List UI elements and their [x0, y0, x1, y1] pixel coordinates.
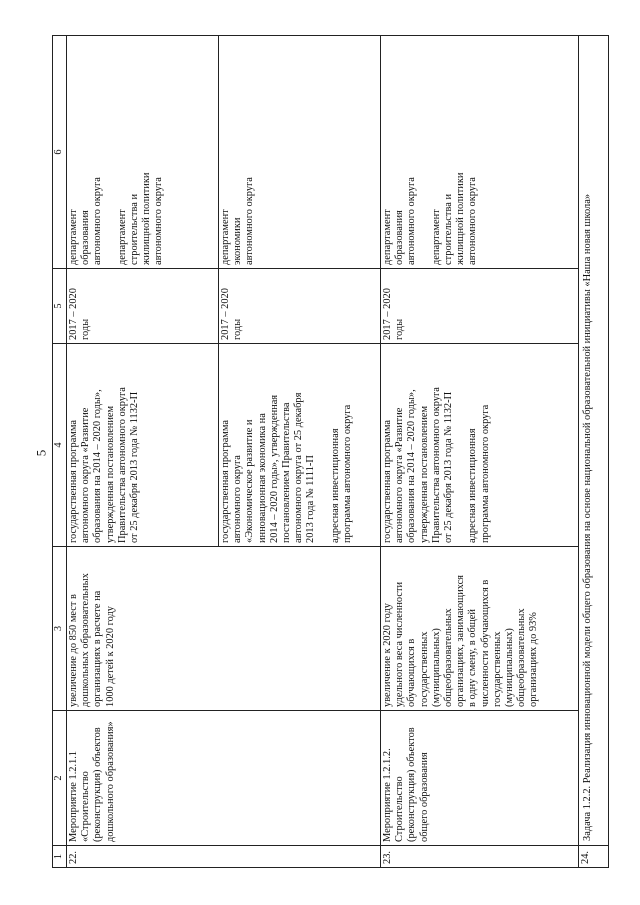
period-cell: 2017 – 2020 годы: [219, 269, 381, 344]
row-number: 23.: [381, 846, 579, 868]
header-cell: 3: [53, 547, 67, 711]
table-row: [579, 36, 609, 868]
program-cell: государственная программа автономного округа «Развитие образования на 2014 – 2020 годы», утвержденная постановлением Правительства автономного округа от 25 декабря 2013 года № 1132-П адресная инвестиционная программа автономного округа: [381, 344, 579, 547]
measures-table: [52, 35, 609, 868]
header-cell: 5: [53, 269, 67, 344]
row-number: 22.: [67, 846, 381, 868]
table-row: [67, 36, 219, 868]
executor-cell: департамент экономики автономного округа: [219, 36, 381, 269]
header-row: [53, 36, 67, 868]
measure-cell: Мероприятие 1.2.1.2. Строительство (реконструкция) объектов общего образования: [381, 711, 579, 846]
period-cell: 2017 – 2020 годы: [381, 269, 579, 344]
header-cell: 4: [53, 344, 67, 547]
program-cell: государственная программа автономного округа «Развитие образования на 2014 – 2020 годы», утвержденная постановлением Правительства автономного округа от 25 декабря 2013 года № 1132-П: [67, 344, 219, 547]
program-cell: государственная программа автономного округа «Экономическое развитие и инновационная экономика на 2014 – 2020 годы», утвержденная постановлением Правительства автономного округа от 25 декабря 2013 года № 1111-П адресная инвестиционная программа автономного округа: [219, 344, 381, 547]
period-cell: 2017 – 2020 годы: [67, 269, 219, 344]
measure-cell: Мероприятие 1.2.1.1 «Строительство (реконструкция) объектов дошкольного образования»: [67, 711, 381, 846]
header-cell: 6: [53, 36, 67, 269]
indicator-cell: увеличение до 850 мест в дошкольных образовательных организациях в расчете на 1000 детей к 2020 году: [67, 547, 381, 711]
page-number: 5: [33, 449, 49, 457]
row-number: 24.: [579, 846, 609, 868]
rotated-table-container: [52, 36, 607, 868]
indicator-cell: увеличение к 2020 году удельного веса численности обучающихся в государственных (муниципальных) общеобразовательных организациях, занимающихся в одну смену, в общей численности обучающихся в государственных (муниципальных) общеобразовательных организациях до 93%: [381, 547, 579, 711]
table-row: [381, 36, 579, 868]
header-cell: 1: [53, 846, 67, 868]
executor-cell: департамент образования автономного округа департамент строительства и жилищной политики автономного округа: [67, 36, 219, 269]
header-cell: 2: [53, 711, 67, 846]
executor-cell: департамент образования автономного округа департамент строительства и жилищной политики автономного округа: [381, 36, 579, 269]
task-heading-cell: Задача 1.2.2. Реализация инновационной модели общего образования на основе национальной образовательной инициативы «Наша новая школа»: [579, 36, 609, 846]
